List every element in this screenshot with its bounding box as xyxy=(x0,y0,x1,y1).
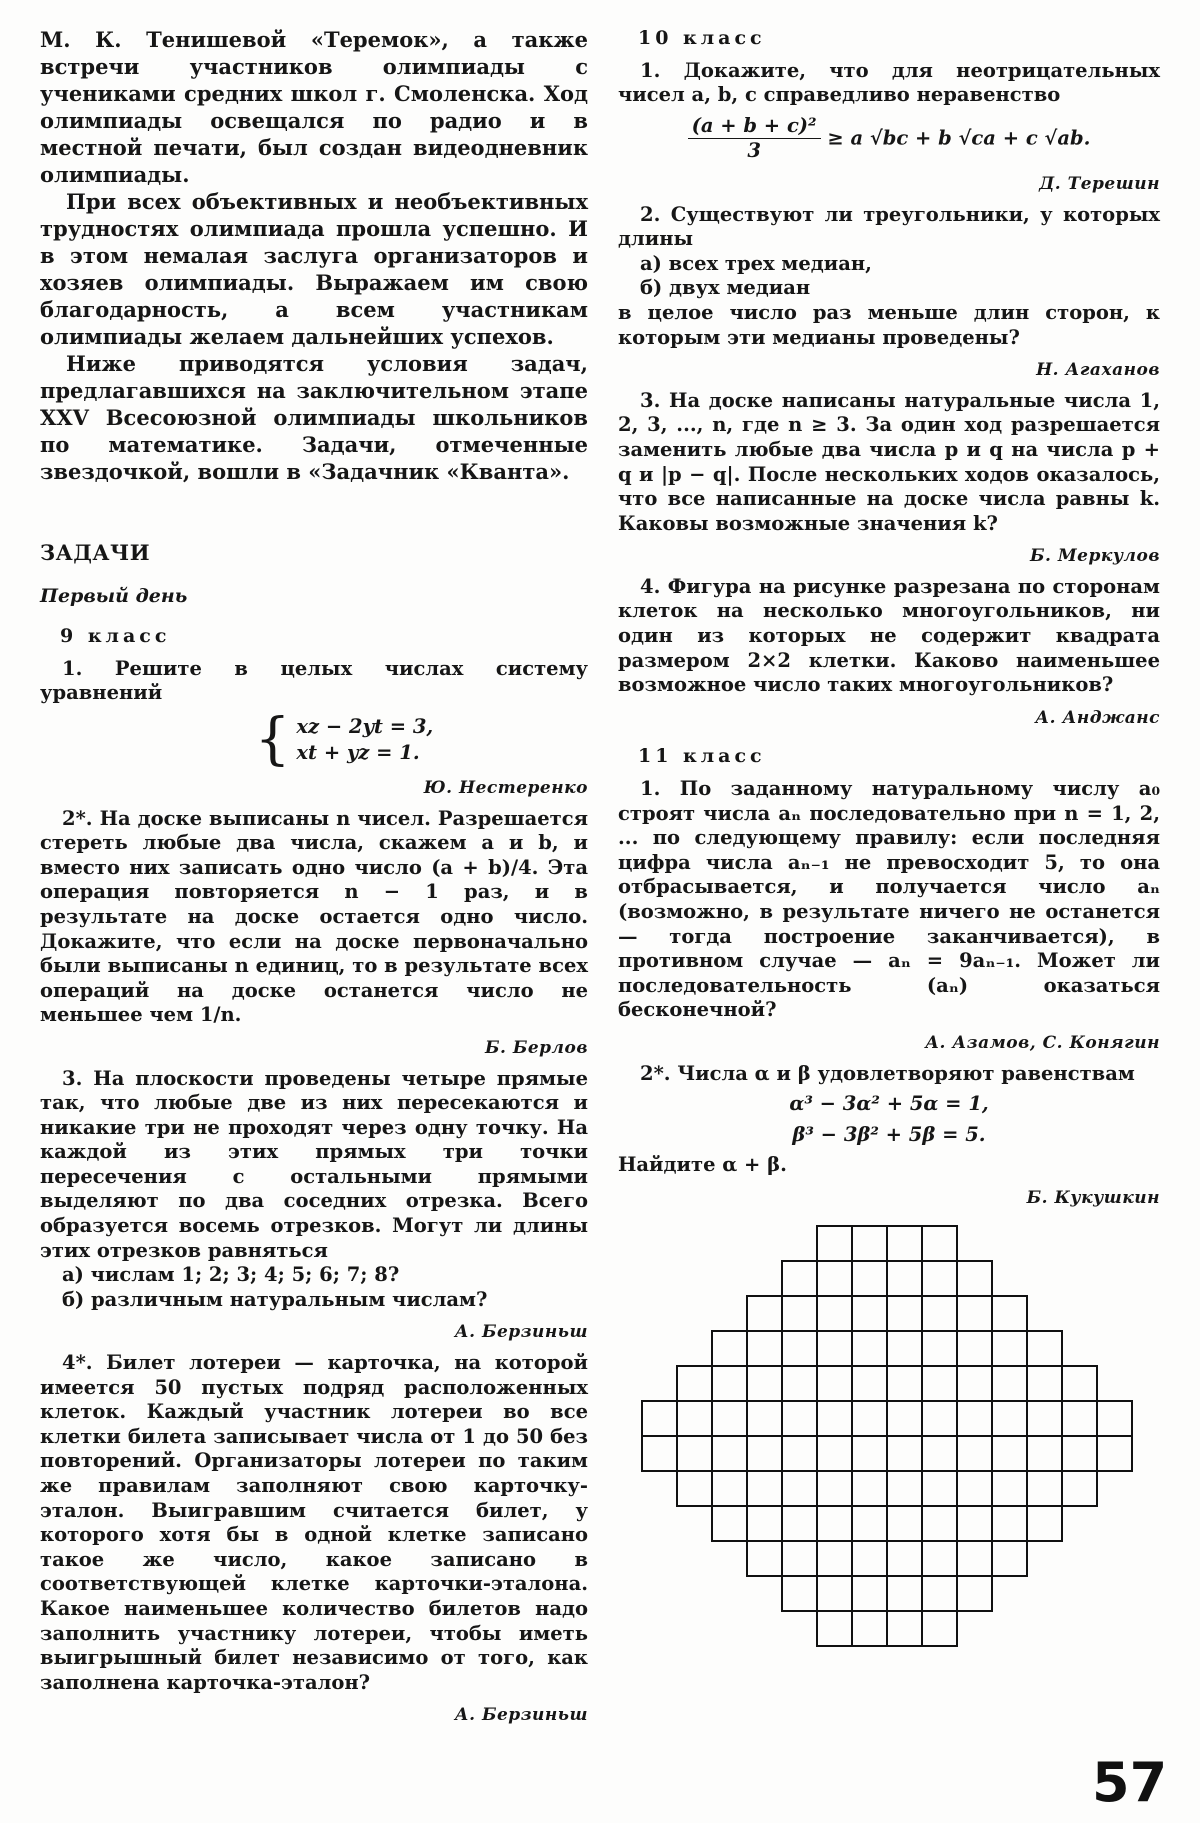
grid-cell xyxy=(782,1436,817,1471)
grid-cell xyxy=(747,1366,782,1401)
equation-line: β³ − 3β² + 5β = 5. xyxy=(792,1122,986,1146)
grid-cell xyxy=(1062,1401,1097,1436)
problem-text: На доске выписаны n чисел. Разрешается стереть любые два числа, скажем a и b, и вместо них записать одно число (a + b)/4. Эта операция повторяется n − 1 раз, и в результате на доске остается одно число. Докажите, что если на доске первоначально были выписаны n единиц, то в результате всех операций на доске останется число не меньшее чем 1/n. xyxy=(40,806,588,1027)
grid-cell xyxy=(782,1471,817,1506)
grid-cell xyxy=(852,1331,887,1366)
day-title: Первый день xyxy=(40,584,188,607)
grid-cell xyxy=(712,1366,747,1401)
grid-cell xyxy=(817,1576,852,1611)
problem-option: а) числам 1; 2; 3; 4; 5; 6; 7; 8? xyxy=(62,1263,400,1287)
problem-number: 3. xyxy=(62,1066,83,1090)
grid-cell xyxy=(747,1541,782,1576)
grid-cell xyxy=(922,1331,957,1366)
grade-10-title: 10 класс xyxy=(638,27,766,49)
grid-cell xyxy=(782,1506,817,1541)
grid-cell xyxy=(852,1366,887,1401)
grid-cell xyxy=(782,1401,817,1436)
grid-cell xyxy=(922,1611,957,1646)
grid-cell xyxy=(817,1226,852,1261)
grid-cell xyxy=(887,1366,922,1401)
grid-cell xyxy=(712,1506,747,1541)
intro-paragraph: При всех объективных и необъективных трудностях олимпиада прошла успешно. И в этом немалая заслуга организаторов и хозяев олимпиады. Выражаем им свою благодарность, а всем участникам олимпиады желаем дальнейших успехов. xyxy=(40,189,588,349)
problem-number: 1. xyxy=(640,58,661,82)
grid-cell xyxy=(677,1471,712,1506)
grid-cell xyxy=(992,1401,1027,1436)
problem-number: 2. xyxy=(640,202,661,226)
problem-11-2 xyxy=(618,1062,1160,1211)
problem-number: 2*. xyxy=(640,1061,671,1085)
problem-number: 2*. xyxy=(62,806,93,830)
problem-text: Числа α и β удовлетворяют равенствам xyxy=(677,1061,1135,1085)
grid-cell xyxy=(887,1611,922,1646)
grid-cell xyxy=(887,1261,922,1296)
problem-author: А. Азамов, С. Конягин xyxy=(925,1032,1160,1053)
grid-cell xyxy=(747,1296,782,1331)
problem-author: А. Берзиньш xyxy=(454,1705,588,1726)
grid-cell xyxy=(852,1506,887,1541)
grade-9-title: 9 класс xyxy=(60,625,171,648)
grid-cell xyxy=(887,1436,922,1471)
problem-text: Фигура на рисунке разрезана по сторонам клеток на несколько многоугольников, ни один из которых не содержит квадрата размером 2×2 клетки. Каково наименьшее возможное число таких многоугольников? xyxy=(618,574,1160,697)
grid-cell xyxy=(852,1576,887,1611)
equation-line: α³ − 3α² + 5α = 1, xyxy=(789,1092,989,1116)
grid-cell xyxy=(1027,1506,1062,1541)
grid-cell xyxy=(782,1541,817,1576)
problem-number: 3. xyxy=(640,388,661,412)
grid-cell xyxy=(922,1401,957,1436)
grade-11-title: 11 класс xyxy=(638,745,766,768)
right-column xyxy=(618,26,1160,1217)
grid-cell xyxy=(922,1436,957,1471)
grid-cell xyxy=(887,1541,922,1576)
grid-cell xyxy=(782,1331,817,1366)
grid-cell xyxy=(887,1296,922,1331)
problem-11-1 xyxy=(618,777,1160,1056)
problem-10-1 xyxy=(618,59,1160,197)
grid-cell xyxy=(817,1296,852,1331)
problem-10-2 xyxy=(618,203,1160,383)
problem-number: 1. xyxy=(62,656,83,680)
problem-10-4 xyxy=(618,575,1160,731)
grid-cell xyxy=(747,1506,782,1541)
grid-cell xyxy=(922,1576,957,1611)
problem-author: А. Анджанс xyxy=(1035,707,1160,728)
problem-author: Б. Меркулов xyxy=(1029,546,1160,567)
grid-cell xyxy=(992,1296,1027,1331)
grid-cell xyxy=(1062,1436,1097,1471)
grid-cell xyxy=(782,1366,817,1401)
problem-author: А. Берзиньш xyxy=(454,1322,588,1343)
grid-cell xyxy=(677,1436,712,1471)
grid-cell xyxy=(817,1436,852,1471)
problem-option: б) двух медиан xyxy=(640,276,811,300)
grid-cell xyxy=(957,1541,992,1576)
problem-option: а) всех трех медиан, xyxy=(640,251,872,275)
grid-cell xyxy=(992,1506,1027,1541)
problem-option: б) различным натуральным числам? xyxy=(62,1287,488,1311)
section-title: ЗАДАЧИ xyxy=(40,540,151,565)
problem-author: Б. Кукушкин xyxy=(1026,1187,1160,1208)
grid-cell xyxy=(887,1576,922,1611)
grid-cell xyxy=(957,1296,992,1331)
grid-cell xyxy=(642,1401,677,1436)
grid-cell xyxy=(957,1261,992,1296)
grid-cell xyxy=(922,1541,957,1576)
grid-cell xyxy=(887,1506,922,1541)
problem-text: Найдите α + β. xyxy=(618,1153,787,1177)
grid-cell xyxy=(817,1541,852,1576)
grid-cell xyxy=(992,1471,1027,1506)
grid-cell xyxy=(677,1401,712,1436)
grid-cell xyxy=(957,1331,992,1366)
grid-cell xyxy=(817,1366,852,1401)
grid-cell xyxy=(712,1471,747,1506)
grid-cell xyxy=(957,1506,992,1541)
fraction-denominator: 3 xyxy=(747,139,761,163)
intro-paragraph: М. К. Тенишевой «Теремок», а также встречи участников олимпиады с учениками средних школ г. Смоленска. Ход олимпиады освещался по радио и в местной печати, был создан видеоднeвник олимпиады. xyxy=(40,27,588,187)
grid-cell xyxy=(747,1471,782,1506)
fraction xyxy=(688,114,821,164)
grid-cell xyxy=(747,1436,782,1471)
problem-text: Докажите, что для неотрицательных чисел a, b, c справедливо неравенство xyxy=(618,58,1160,107)
grid-cell xyxy=(887,1401,922,1436)
grid-cell xyxy=(1027,1401,1062,1436)
grid-cell xyxy=(922,1296,957,1331)
problem-text: в целое число раз меньше длин сторон, к которым эти медианы проведены? xyxy=(618,300,1160,349)
grid-cell xyxy=(1027,1471,1062,1506)
grid-cell xyxy=(817,1401,852,1436)
grid-cell xyxy=(817,1611,852,1646)
problem-number: 4*. xyxy=(62,1351,93,1375)
grid-cell xyxy=(887,1226,922,1261)
grid-cell xyxy=(957,1366,992,1401)
grid-cell xyxy=(852,1541,887,1576)
grid-cell xyxy=(852,1436,887,1471)
grid-cell xyxy=(712,1331,747,1366)
grid-figure-svg xyxy=(638,1222,1138,1652)
grid-cell xyxy=(852,1261,887,1296)
grid-cell xyxy=(782,1261,817,1296)
problem-9-2 xyxy=(40,807,588,1061)
grid-cell xyxy=(922,1506,957,1541)
grid-cell xyxy=(747,1401,782,1436)
problem-text: На доске написаны натуральные числа 1, 2, 3, ..., n, где n ≥ 3. За один ход разрешается заменить любые два числа p и q на числа p + q и |p − q|. После нескольких ходов оказалось, что все написанные на доске числа равны k. Каковы возможные значения k? xyxy=(618,388,1160,535)
problem-number: 1. xyxy=(640,777,661,801)
brace-glyph: { xyxy=(254,706,291,772)
grid-cell xyxy=(747,1331,782,1366)
page-number: 57 xyxy=(1092,1751,1168,1814)
problem-text: Билет лотереи — карточка, на которой имеется 50 пустых подряд расположенных клеток. Каждый участник лотереи во все клетки билета записывает числа от 1 до 50 без повторений. Организаторы лотереи по таким же правилам заполняют свою карточку-эталон. Выигравшим считается билет, у которого хотя бы в одной клетке записано такое же число, какое записано в соответствующей клетке карточки-эталона. Какое наименьшее количество билетов надо заполнить участнику лотереи, чтобы иметь выигрышный билет независимо от того, как заполнена карточка-эталон? xyxy=(40,1351,589,1694)
grid-cell xyxy=(992,1366,1027,1401)
left-column xyxy=(40,26,588,1734)
grid-cell xyxy=(817,1471,852,1506)
grid-figure xyxy=(638,1222,1138,1656)
grid-cell xyxy=(1062,1471,1097,1506)
problem-number: 4. xyxy=(640,574,661,598)
grid-cell xyxy=(957,1401,992,1436)
grid-cell xyxy=(642,1436,677,1471)
grid-cell xyxy=(1097,1436,1132,1471)
grid-cell xyxy=(992,1436,1027,1471)
grid-cell xyxy=(1097,1401,1132,1436)
grid-cell xyxy=(782,1296,817,1331)
problem-9-3 xyxy=(40,1067,588,1346)
grid-cell xyxy=(852,1296,887,1331)
grid-cell xyxy=(957,1576,992,1611)
grid-cell xyxy=(852,1401,887,1436)
grid-cell xyxy=(712,1401,747,1436)
grid-cell xyxy=(852,1226,887,1261)
problem-author: Б. Берлов xyxy=(484,1037,588,1058)
grid-cell xyxy=(887,1331,922,1366)
grid-cell xyxy=(1062,1366,1097,1401)
grid-cell xyxy=(1027,1436,1062,1471)
problem-author: Ю. Нестеренко xyxy=(423,777,588,798)
fraction-numerator: (a + b + c)² xyxy=(688,114,821,140)
problem-9-1 xyxy=(40,657,588,801)
grid-cell xyxy=(817,1331,852,1366)
grid-cell xyxy=(852,1611,887,1646)
problem-text: На плоскости проведены четыре прямые так, что любые две из них пересекаются и никакие три не проходят через одну точку. На каждой из этих прямых три точки пересечения с остальными прямыми выделяют по два соседних отрезка. Всего образуется восемь отрезков. Могут ли длины этих отрезков равняться xyxy=(40,1066,588,1262)
intro xyxy=(40,26,588,485)
grid-cell xyxy=(957,1471,992,1506)
grid-cell xyxy=(922,1366,957,1401)
grid-cell xyxy=(712,1436,747,1471)
inequality-rhs: ≥ a √bc + b √ca + c √ab. xyxy=(827,126,1091,150)
problem-text: Существуют ли треугольники, у которых длины xyxy=(618,202,1160,251)
equation-line: xt + yz = 1. xyxy=(296,740,420,764)
problem-author: Н. Агаханов xyxy=(1036,360,1160,381)
grid-cell xyxy=(922,1226,957,1261)
grid-cell xyxy=(922,1261,957,1296)
equation-line: xz − 2yt = 3, xyxy=(296,714,434,738)
grid-cell xyxy=(887,1471,922,1506)
problem-10-3 xyxy=(618,389,1160,569)
grid-cell xyxy=(1027,1366,1062,1401)
grid-cell xyxy=(957,1436,992,1471)
grid-cell xyxy=(817,1506,852,1541)
problem-text: По заданному натуральному числу a₀ строят числа aₙ последовательно при n = 1, 2, ... по следующему правилу: если последняя цифра числа aₙ₋₁ не превосходит 5, то она отбрасывается, и получается число aₙ (возможно, в результате ничего не останется — тогда построение заканчивается), в противном случае — aₙ = 9aₙ₋₁. Может ли последовательность (aₙ) оказаться бесконечной? xyxy=(618,777,1160,1022)
problem-author: Д. Терешин xyxy=(1039,173,1160,194)
equation-system xyxy=(100,706,588,772)
grid-cell xyxy=(992,1331,1027,1366)
grid-cell xyxy=(1027,1331,1062,1366)
problem-text: Решите в целых числах систему уравнений xyxy=(40,656,588,705)
grid-cell xyxy=(922,1471,957,1506)
intro-paragraph: Ниже приводятся условия задач, предлагавшихся на заключительном этапе XXV Всесоюзной олимпиады школьников по математике. Задачи, отмеченные звездочкой, вошли в «Задачник «Кванта». xyxy=(40,351,588,484)
grid-cell xyxy=(782,1576,817,1611)
grid-cell xyxy=(677,1366,712,1401)
problem-9-4 xyxy=(40,1351,588,1728)
inequality xyxy=(618,114,1160,164)
grid-cell xyxy=(817,1261,852,1296)
grid-cell xyxy=(992,1541,1027,1576)
grid-cell xyxy=(852,1471,887,1506)
